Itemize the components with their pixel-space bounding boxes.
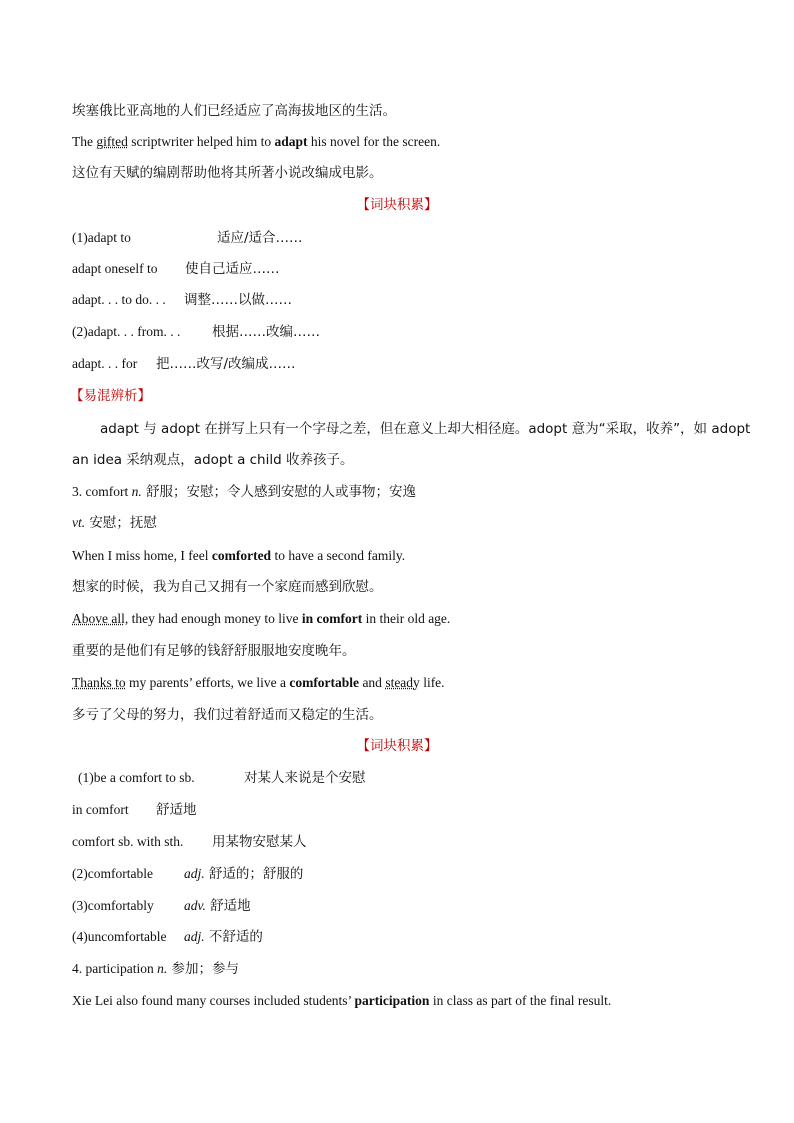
entry-word: 3. comfort (72, 484, 132, 499)
part-of-speech: adj. (184, 866, 205, 881)
text-fragment: in class as part of the final result. (429, 993, 612, 1008)
phrase-en: (1)be a comfort to sb. (78, 770, 195, 785)
part-of-speech: n. (131, 484, 142, 499)
phrase-en: (2)comfortable (72, 866, 153, 881)
phrase-en: adapt. . . to do. . . (72, 292, 166, 307)
text-fragment: scriptwriter helped him to (127, 134, 275, 149)
section-heading: 【词块积累】 (356, 738, 438, 754)
confusion-paragraph-line: an idea 采纳观点，adopt a child 收养孩子。 (72, 452, 354, 468)
section-heading: 【词块积累】 (356, 197, 438, 213)
entry-word: 4. participation (72, 961, 158, 976)
text-fragment: When I miss home, I feel (72, 548, 212, 563)
part-of-speech: vt. (72, 515, 86, 530)
phrase-en: comfort sb. with sth. (72, 834, 184, 849)
phrase-en: (4)uncomfortable (72, 929, 167, 944)
text-fragment: his novel for the screen. (307, 134, 441, 149)
bold-keyword: in comfort (301, 611, 363, 626)
phrase-zh: 不舒适的 (204, 929, 263, 945)
example-sentence (72, 674, 445, 692)
underlined-word: Thanks to (72, 675, 126, 690)
phrase-row (72, 865, 303, 883)
phrase-zh: 用某物安慰某人 (212, 834, 307, 850)
phrase-en: adapt oneself to (72, 261, 158, 276)
phrase-zh: 舒适的；舒服的 (204, 866, 304, 882)
phrase-zh: 把……改写/改编成…… (156, 356, 296, 372)
phrase-zh: 使自己适应…… (185, 261, 280, 277)
text-fragment: in their old age. (362, 611, 451, 626)
example-translation: 这位有天赋的编剧帮助他将其所著小说改编成电影。 (72, 165, 383, 181)
bold-keyword: participation (354, 993, 430, 1008)
phrase-row (72, 355, 296, 373)
example-sentence (72, 992, 611, 1010)
text-fragment: and (359, 675, 386, 690)
text-fragment: life. (419, 675, 445, 690)
word-entry (72, 514, 157, 532)
phrase-row (72, 897, 251, 915)
bold-keyword: comfortable (289, 675, 360, 690)
phrase-zh: 适应/适合…… (217, 230, 303, 246)
word-entry (72, 483, 416, 501)
phrase-row (72, 801, 197, 819)
example-translation: 埃塞俄比亚高地的人们已经适应了高海拔地区的生活。 (72, 103, 396, 119)
phrase-row (72, 323, 320, 341)
section-heading: 【易混辨析】 (70, 388, 151, 404)
definition: 舒服；安慰；令人感到安慰的人或事物；安逸 (141, 484, 417, 500)
phrase-en: (2)adapt. . . from. . . (72, 324, 181, 339)
underlined-word: steady (385, 675, 420, 690)
phrase-zh: 根据……改编…… (212, 324, 320, 340)
underlined-word: Above all (72, 611, 125, 626)
bold-keyword: adapt (274, 134, 308, 149)
underlined-word: gifted (96, 134, 128, 149)
phrase-zh: 舒适地 (156, 802, 197, 818)
phrase-zh: 对某人来说是个安慰 (244, 770, 366, 786)
word-entry (72, 960, 239, 978)
example-sentence (72, 547, 405, 565)
example-sentence (72, 610, 450, 628)
part-of-speech: adv. (184, 898, 206, 913)
example-translation: 重要的是他们有足够的钱舒舒服服地安度晚年。 (72, 643, 356, 659)
part-of-speech: n. (157, 961, 168, 976)
phrase-zh: 舒适地 (205, 898, 251, 914)
definition: 安慰；抚慰 (85, 515, 157, 531)
part-of-speech: adj. (184, 929, 205, 944)
phrase-row (72, 260, 280, 278)
text-fragment: to have a second family. (271, 548, 406, 563)
bold-keyword: comforted (211, 548, 272, 563)
example-translation: 想家的时候，我为自己又拥有一个家庭而感到欣慰。 (72, 579, 383, 595)
definition: 参加；参与 (167, 961, 240, 977)
text-fragment: my parents’ efforts, we live a (125, 675, 290, 690)
phrase-en: (1)adapt to (72, 230, 131, 245)
text-fragment: The (72, 134, 97, 149)
phrase-row (72, 291, 292, 309)
example-translation: 多亏了父母的努力，我们过着舒适而又稳定的生活。 (72, 707, 383, 723)
confusion-paragraph-line: adapt 与 adopt 在拼写上只有一个字母之差，但在意义上却大相径庭。adopt 意为“采取，收养”，如 adopt (100, 421, 751, 437)
text-fragment: Xie Lei also found many courses included students’ (72, 993, 355, 1008)
phrase-row (72, 928, 263, 946)
phrase-zh: 调整……以做…… (184, 292, 292, 308)
phrase-en: in comfort (72, 802, 129, 817)
phrase-en: adapt. . . for (72, 356, 138, 371)
example-sentence (72, 133, 440, 151)
text-fragment: , they had enough money to live (124, 611, 302, 626)
phrase-en: (3)comfortably (72, 898, 154, 913)
phrase-row (72, 833, 307, 851)
phrase-row (78, 769, 366, 787)
phrase-row (72, 229, 303, 247)
